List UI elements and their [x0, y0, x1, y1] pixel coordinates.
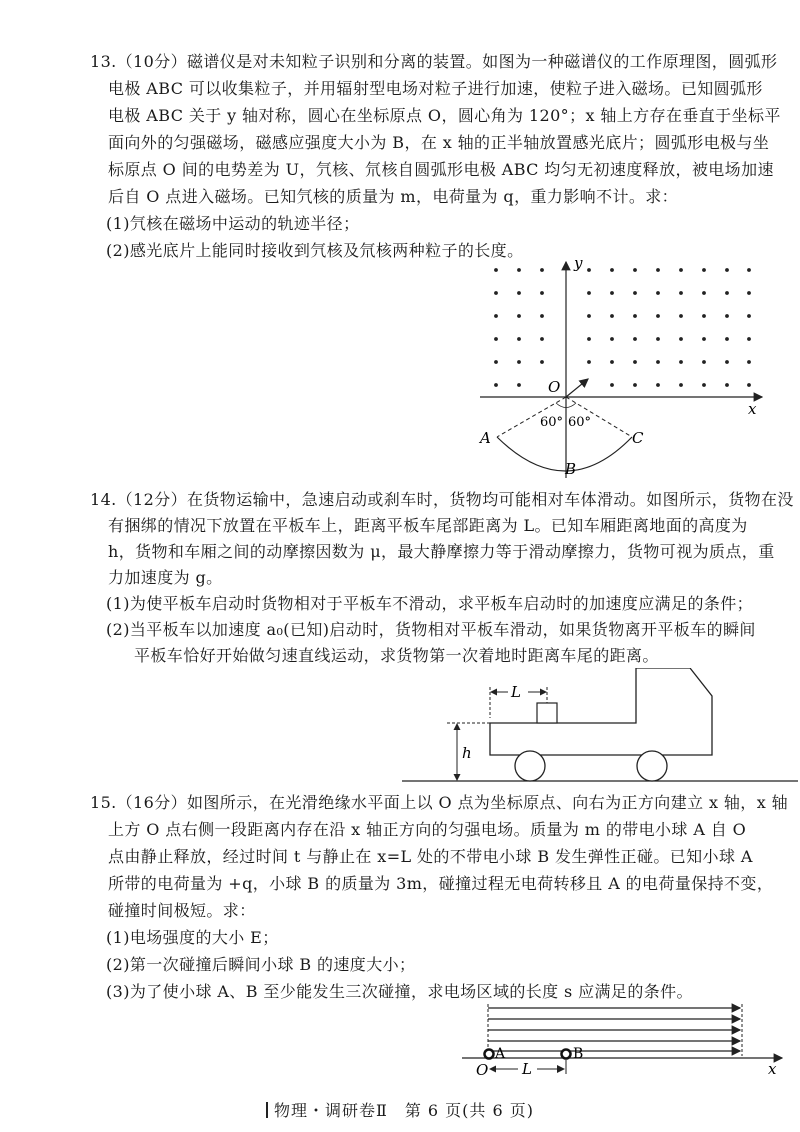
- field-dot: [656, 314, 660, 318]
- q13-figure: [470, 255, 770, 480]
- angle-label-left: 60°: [540, 415, 564, 430]
- h-label: h: [462, 744, 472, 762]
- x-axis-label: x: [768, 1060, 777, 1078]
- q14-subquestion: (1)为使平板车启动时货物相对于平板车不滑动，求平板车启动时的加速度应满足的条件；: [106, 594, 754, 613]
- ball-a-label: A: [495, 1046, 506, 1062]
- field-dot: [656, 383, 660, 387]
- point-a-label: A: [480, 429, 491, 447]
- field-dot: [702, 360, 706, 364]
- field-dot: [747, 337, 751, 341]
- ball-a: [485, 1050, 494, 1059]
- q13-line: 标原点 O 间的电势差为 U，氕核、氘核自圆弧形电极 ABC 均匀无初速度释放，被电场加速: [108, 160, 774, 179]
- field-dot: [610, 337, 614, 341]
- l-label: L: [522, 1060, 532, 1078]
- field-dot: [747, 314, 751, 318]
- q14-figure: [400, 668, 800, 786]
- field-dot: [517, 268, 521, 272]
- front-wheel: [637, 751, 667, 781]
- field-dot: [725, 337, 729, 341]
- field-dot: [725, 291, 729, 295]
- q13-line: 13.（10分）磁谱仪是对未知粒子识别和分离的装置。如图为一种磁谱仪的工作原理图，圆弧形: [90, 52, 778, 71]
- q14-line: 有捆绑的情况下放置在平板车上，距离平板车尾部距离为 L。已知车厢距离地面的高度为: [108, 516, 748, 535]
- q15-subquestion: (2)第一次碰撞后瞬间小球 B 的速度大小；: [106, 955, 416, 974]
- q14-line: h，货物和车厢之间的动摩擦因数为 μ，最大静摩擦力等于滑动摩擦力，货物可视为质点，重: [108, 542, 775, 561]
- field-dot: [679, 337, 683, 341]
- field-dot: [587, 314, 591, 318]
- field-dot: [587, 337, 591, 341]
- point-b-label: B: [565, 460, 577, 478]
- field-dot: [656, 360, 660, 364]
- q15-line: 上方 O 点右侧一段距离内存在沿 x 轴正方向的匀强电场。质量为 m 的带电小球 A 自 O: [108, 820, 747, 839]
- ball-b: [562, 1050, 571, 1059]
- field-dot: [725, 268, 729, 272]
- origin-label: O: [548, 378, 561, 396]
- page-footer: [0, 1098, 800, 1121]
- field-dot: [633, 360, 637, 364]
- field-dot: [587, 291, 591, 295]
- q15-line: 所带的电荷量为 +q，小球 B 的质量为 3m，碰撞过程无电荷转移且 A 的电荷量保持不变，: [108, 874, 774, 893]
- particle-direction-arrow: [566, 379, 588, 397]
- field-dot: [540, 360, 544, 364]
- rear-wheel: [515, 751, 545, 781]
- q13-subquestion: (2)感光底片上能同时接收到氕核及氘核两种粒子的长度。: [106, 241, 524, 260]
- field-dot: [702, 337, 706, 341]
- field-dot: [610, 360, 614, 364]
- field-dot: [679, 291, 683, 295]
- footer-text: 物理・调研卷Ⅱ 第 6 页(共 6 页): [273, 1101, 535, 1120]
- q15-line: 碰撞时间极短。求：: [108, 901, 256, 920]
- field-dot: [747, 360, 751, 364]
- field-dot: [656, 291, 660, 295]
- field-dot: [494, 268, 498, 272]
- field-dot: [494, 383, 498, 387]
- q13-line: 后自 O 点进入磁场。已知氕核的质量为 m，电荷量为 q，重力影响不计。求：: [108, 187, 679, 206]
- field-dot: [633, 337, 637, 341]
- field-dot: [679, 268, 683, 272]
- field-dot: [517, 291, 521, 295]
- field-dot: [517, 314, 521, 318]
- field-dot: [517, 337, 521, 341]
- field-dot: [540, 268, 544, 272]
- point-c-label: C: [632, 429, 644, 447]
- field-dot: [725, 314, 729, 318]
- q15-line: 点由静止释放，经过时间 t 与静止在 x=L 处的不带电小球 B 发生弹性正碰。已知小球 A: [108, 847, 753, 866]
- q14-line: 力加速度为 g。: [108, 568, 223, 587]
- field-dot: [494, 337, 498, 341]
- field-dot: [656, 268, 660, 272]
- truck-body: [490, 668, 712, 755]
- field-dot: [610, 383, 614, 387]
- l-label: L: [511, 683, 521, 701]
- field-dot: [656, 337, 660, 341]
- field-dot: [494, 314, 498, 318]
- field-dot: [494, 291, 498, 295]
- field-dot: [747, 383, 751, 387]
- field-dot: [610, 268, 614, 272]
- field-dot: [610, 291, 614, 295]
- ball-b-label: B: [573, 1046, 584, 1062]
- field-dot: [725, 360, 729, 364]
- origin-label: O: [476, 1061, 489, 1079]
- field-dot: [517, 383, 521, 387]
- field-dot: [540, 314, 544, 318]
- q13-line: 电极 ABC 关于 y 轴对称，圆心在坐标原点 O，圆心角为 120°；x 轴上方存在垂直于坐标平: [108, 106, 781, 125]
- field-dot: [587, 360, 591, 364]
- field-dot: [702, 383, 706, 387]
- y-axis-label: y: [574, 255, 583, 272]
- field-dot: [540, 337, 544, 341]
- q15-subquestion: (1)电场强度的大小 E；: [106, 928, 279, 947]
- x-axis-label: x: [748, 400, 757, 418]
- q15-subquestion: (3)为了使小球 A、B 至少能发生三次碰撞，求电场区域的长度 s 应满足的条件。: [106, 982, 693, 1001]
- field-dot: [540, 291, 544, 295]
- field-dot: [679, 383, 683, 387]
- q15-figure: [455, 1000, 795, 1080]
- field-dot: [633, 383, 637, 387]
- field-dot: [494, 360, 498, 364]
- field-dot: [587, 268, 591, 272]
- q13-line: 电极 ABC 可以收集粒子，并用辐射型电场对粒子进行加速，使粒子进入磁场。已知圆弧形: [108, 79, 763, 98]
- field-dot: [747, 268, 751, 272]
- q14-subquestion: (2)当平板车以加速度 a₀(已知)启动时，货物相对平板车滑动，如果货物离开平板车的瞬间: [106, 620, 756, 639]
- footer-divider: [266, 1102, 268, 1118]
- field-dot: [679, 314, 683, 318]
- cargo-box: [537, 703, 557, 723]
- q13-line: 面向外的匀强磁场，磁感应强度大小为 B，在 x 轴的正半轴放置感光底片；圆弧形电极与坐: [108, 133, 770, 152]
- q14-line: 14.（12分）在货物运输中，急速启动或刹车时，货物均可能相对车体滑动。如图所示，货物在没: [90, 490, 794, 509]
- angle-label-right: 60°: [568, 415, 592, 430]
- q13-subquestion: (1)氕核在磁场中运动的轨迹半径；: [106, 214, 360, 233]
- field-dot: [747, 291, 751, 295]
- field-dot: [702, 268, 706, 272]
- field-dot: [702, 291, 706, 295]
- field-dot: [610, 314, 614, 318]
- field-dot: [517, 360, 521, 364]
- field-dot: [633, 314, 637, 318]
- field-dot: [725, 383, 729, 387]
- field-dot: [702, 314, 706, 318]
- q14-subquestion-cont: 平板车恰好开始做匀速直线运动，求货物第一次着地时距离车尾的距离。: [134, 646, 659, 665]
- q15-line: 15.（16分）如图所示，在光滑绝缘水平面上以 O 点为坐标原点、向右为正方向建立 x 轴，x 轴: [90, 793, 788, 812]
- field-dot: [633, 268, 637, 272]
- field-dot: [633, 291, 637, 295]
- magnetic-field-dots: [494, 268, 751, 387]
- field-dot: [679, 360, 683, 364]
